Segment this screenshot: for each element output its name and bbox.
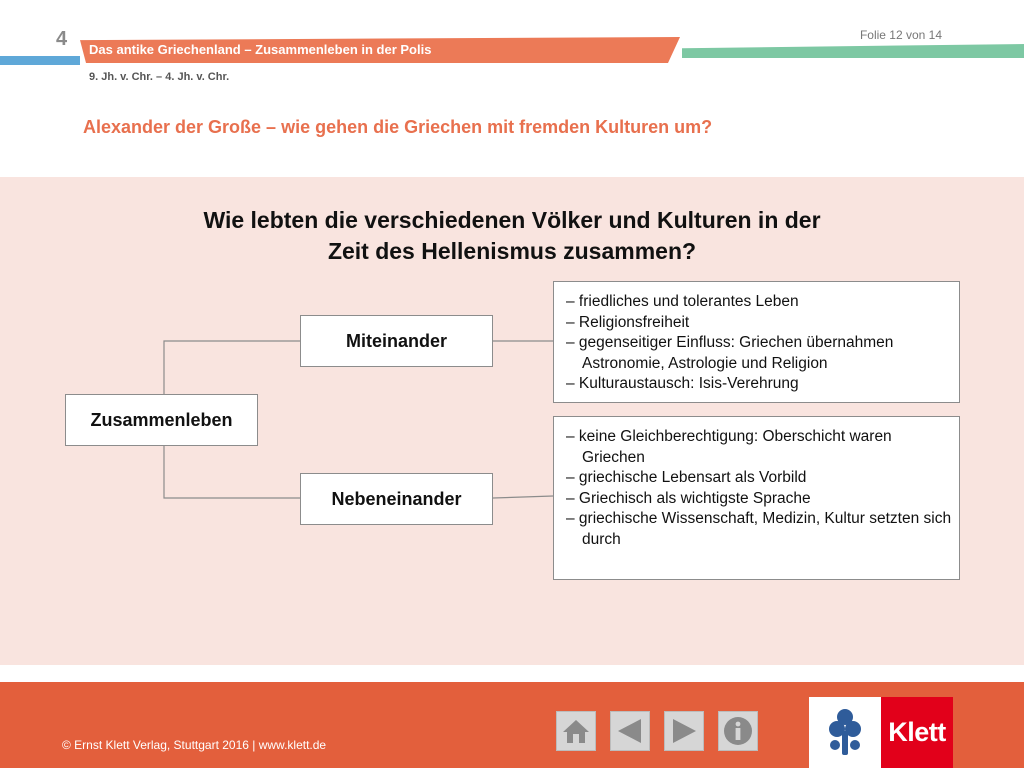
- era-label: 9. Jh. v. Chr. – 4. Jh. v. Chr.: [89, 71, 230, 83]
- next-icon: [669, 716, 699, 746]
- slide-subtitle: Alexander der Große – wie gehen die Griechen mit fremden Kulturen um?: [83, 117, 713, 137]
- info-button[interactable]: [718, 711, 758, 751]
- detail-item: – friedliches und tolerantes Leben: [566, 293, 799, 310]
- detail-item: – Kulturaustausch: Isis-Verehrung: [566, 375, 799, 392]
- klett-wordmark: Klett: [881, 697, 953, 768]
- slide-counter: Folie 12 von 14: [859, 28, 942, 42]
- klett-clover-icon: [809, 697, 881, 768]
- detail-item: – Griechisch als wichtigste Sprache: [566, 489, 811, 507]
- detail-item: – griechische Lebensart als Vorbild: [566, 469, 807, 486]
- previous-icon: [615, 716, 645, 746]
- info-icon: [722, 715, 754, 747]
- detail-item: – griechische Wissenschaft, Medizin, Kultur setzten sich durch: [566, 510, 952, 548]
- main-question-line-2: Zeit des Hellenismus zusammen?: [327, 238, 697, 264]
- home-button[interactable]: [556, 711, 596, 751]
- next-slide-button[interactable]: [664, 711, 704, 751]
- copyright-text: © Ernst Klett Verlag, Stuttgart 2016 | www.klett.de: [62, 738, 327, 752]
- chapter-number: 4: [56, 28, 68, 50]
- klett-logo: [809, 697, 953, 768]
- header-title: Das antike Griechenland – Zusammenleben in der Polis: [89, 42, 432, 57]
- detail-item: – keine Gleichberechtigung: Oberschicht waren Griechen: [566, 428, 892, 466]
- previous-slide-button[interactable]: [610, 711, 650, 751]
- node-miteinander: Miteinander: [300, 315, 493, 367]
- detail-item: – gegenseitiger Einfluss: Griechen übernahmen Astronomie, Astrologie und Religion: [566, 334, 894, 372]
- details-nebeneinander: [553, 416, 960, 580]
- node-zusammenleben: Zusammenleben: [65, 394, 258, 446]
- main-question: [0, 205, 1024, 267]
- header-ribbon-blue: [0, 56, 80, 65]
- node-nebeneinander: Nebeneinander: [300, 473, 493, 525]
- footer-gap: [0, 665, 1024, 682]
- header-ribbon-green: [682, 44, 1024, 58]
- main-question-line-1: Wie lebten die verschiedenen Völker und Kulturen in der: [203, 207, 821, 233]
- detail-item: – Religionsfreiheit: [566, 313, 690, 331]
- details-miteinander: [553, 281, 960, 403]
- home-icon: [561, 717, 591, 745]
